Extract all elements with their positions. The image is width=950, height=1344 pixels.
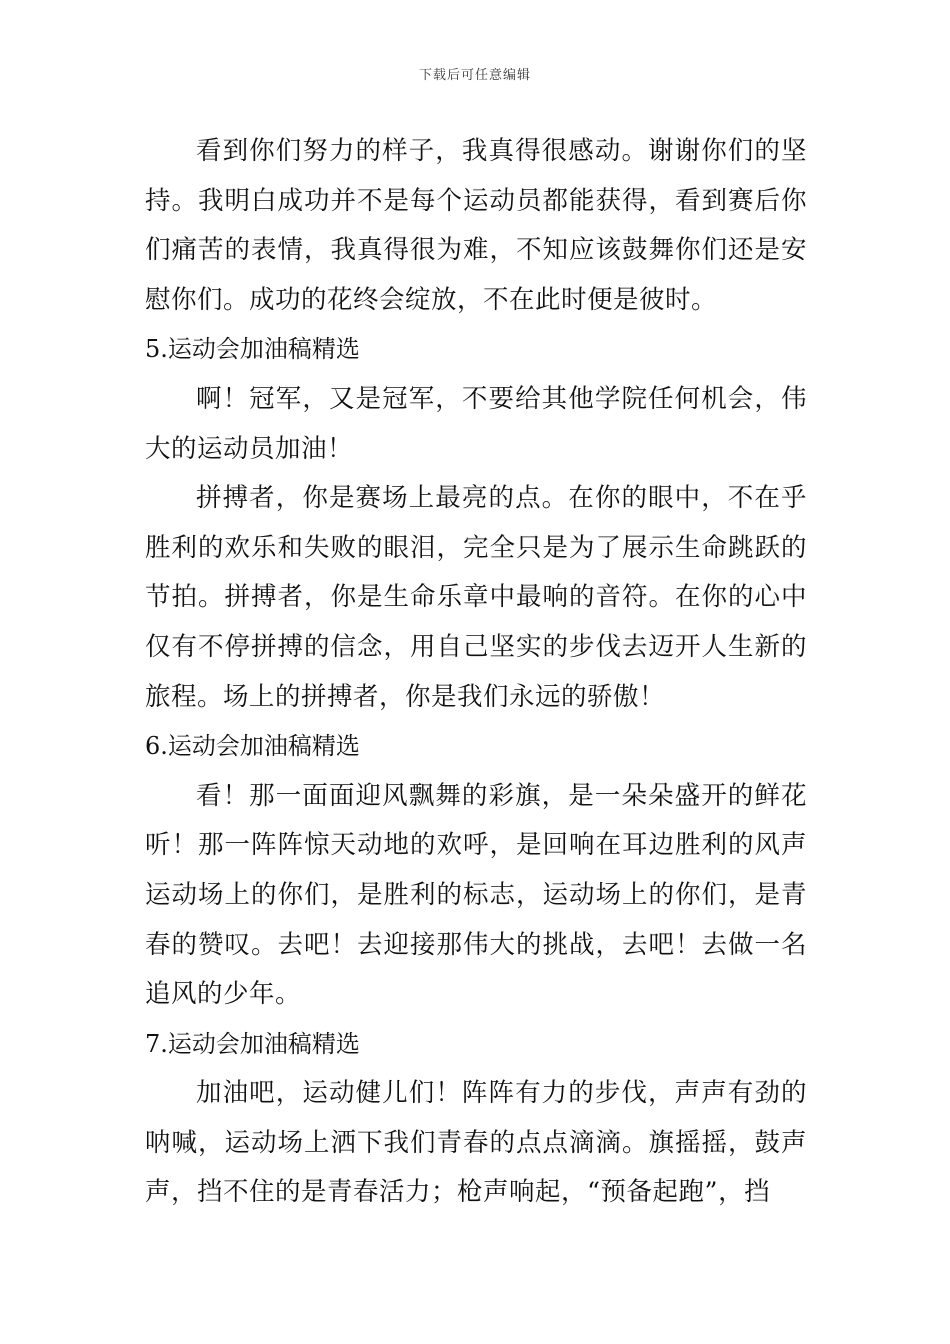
paragraph: 啊！冠军，又是冠军，不要给其他学院任何机会，伟大的运动员加油！: [145, 383, 807, 464]
paragraph: 看！那一面面迎风飘舞的彩旗，是一朵朵盛开的鲜花听！那一阵阵惊天动地的欢呼，是回响在耳边胜利的风声运动场上的你们，是胜利的标志，运动场上的你们，是青春的赞叹。去吧！去迎接那伟大的挑战，去吧！去做一名追风的少年。: [145, 780, 807, 1010]
paragraph: 看到你们努力的样子，我真得很感动。谢谢你们的坚持。我明白成功并不是每个运动员都能获得，看到赛后你们痛苦的表情，我真得很为难，不知应该鼓舞你们还是安慰你们。成功的花终会绽放，不在此时便是彼时。: [145, 136, 807, 315]
paragraph: 拼搏者，你是赛场上最亮的点。在你的眼中，不在乎胜利的欢乐和失败的眼泪，完全只是为了展示生命跳跃的节拍。拼搏者，你是生命乐章中最响的音符。在你的心中仅有不停拼搏的信念，用自己坚实的步伐去迈开人生新的旅程。场上的拼搏者，你是我们永远的骄傲！: [145, 483, 807, 712]
section-heading-5: 5.运动会加油稿精选: [145, 335, 360, 364]
document-body: [145, 127, 807, 1218]
section-heading-6: 6.运动会加油稿精选: [145, 732, 360, 761]
page-header-note: 下载后可任意编辑: [418, 68, 531, 83]
section-heading-7: 7.运动会加油稿精选: [145, 1029, 360, 1058]
paragraph: 加油吧，运动健儿们！阵阵有力的步伐，声声有劲的呐喊，运动场上洒下我们青春的点点滴滴。旗摇摇，鼓声声，挡不住的是青春活力；枪声响起，“预备起跑”，挡: [145, 1078, 807, 1208]
